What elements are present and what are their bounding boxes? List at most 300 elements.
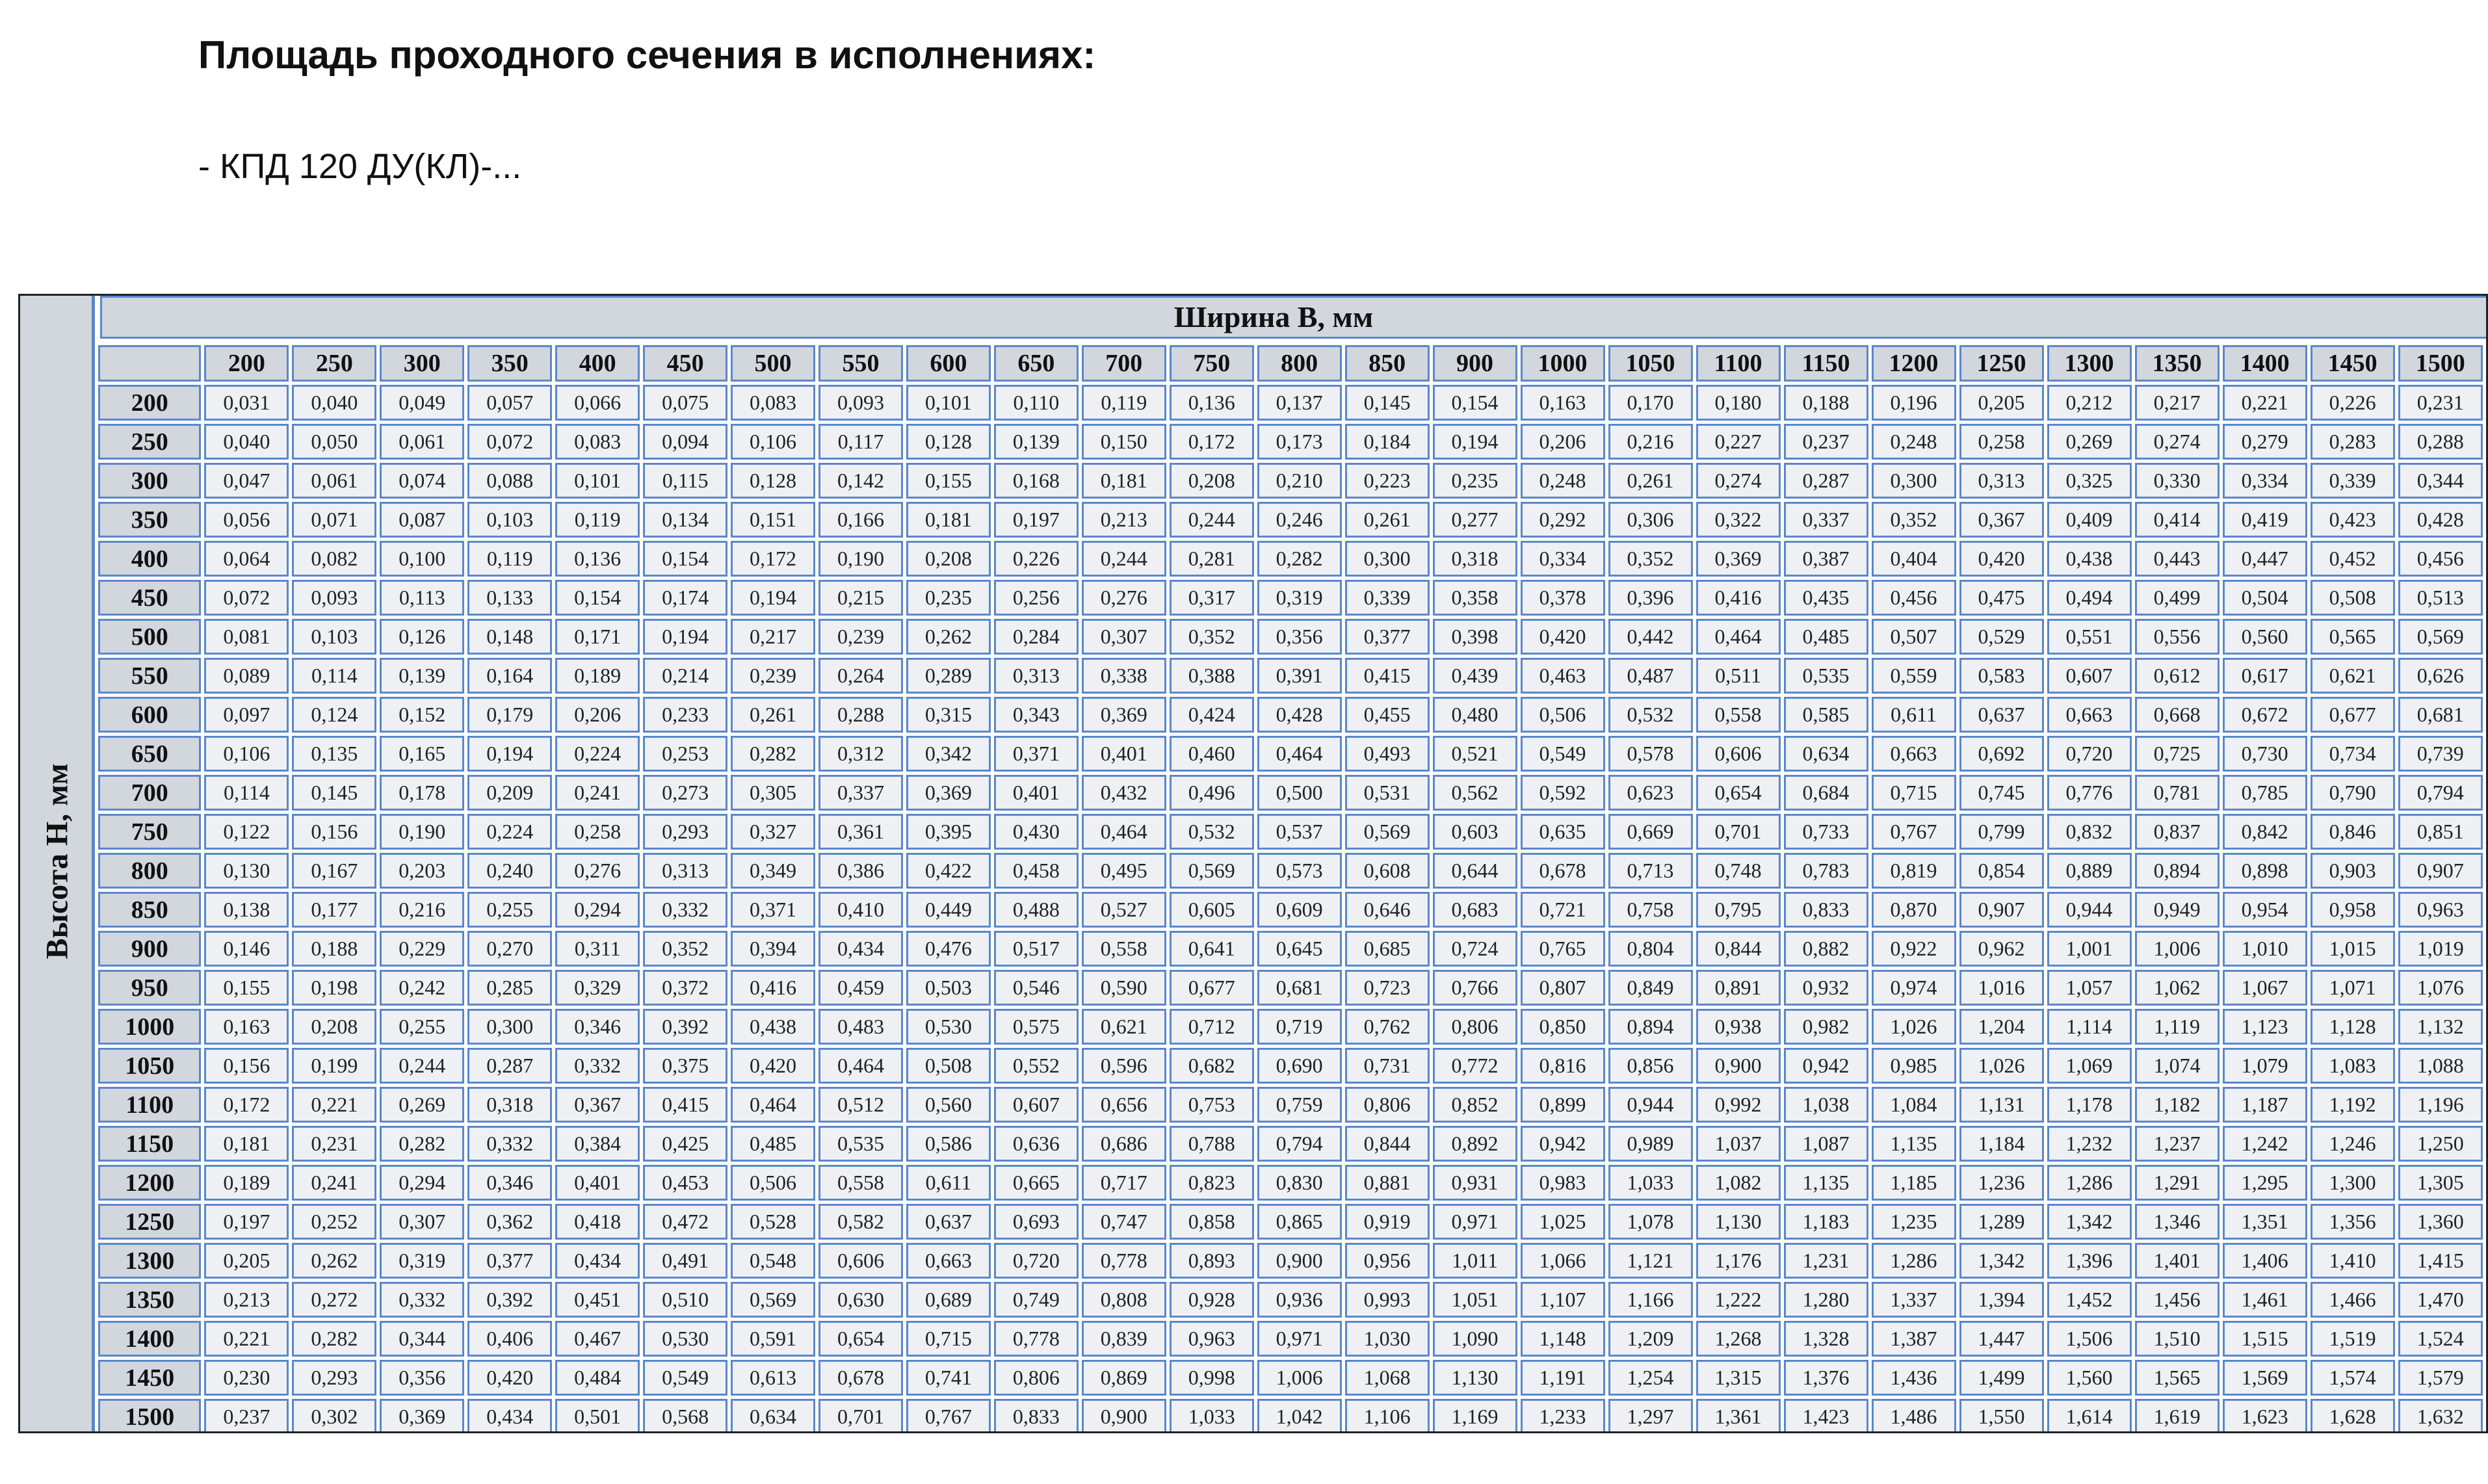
area-cell: 0,223 <box>1345 463 1430 499</box>
area-cell: 0,603 <box>1433 814 1517 850</box>
area-cell: 0,956 <box>1345 1243 1430 1279</box>
area-cell: 0,485 <box>731 1126 815 1162</box>
area-cell: 0,410 <box>818 892 903 928</box>
area-cell: 0,608 <box>1345 853 1430 889</box>
area-cell: 1,231 <box>1784 1243 1868 1279</box>
area-cell: 0,669 <box>1608 814 1693 850</box>
area-cell: 0,578 <box>1608 736 1693 772</box>
area-cell: 0,072 <box>204 580 289 616</box>
area-cell: 0,903 <box>2311 853 2395 889</box>
column-header: 1250 <box>1959 345 2044 382</box>
area-cell: 0,833 <box>1784 892 1868 928</box>
area-cell: 0,288 <box>818 697 903 733</box>
area-cell: 0,596 <box>1082 1048 1166 1084</box>
area-cell: 1,401 <box>2135 1243 2220 1279</box>
area-cell: 0,047 <box>204 463 289 499</box>
area-cell: 0,573 <box>1257 853 1342 889</box>
area-cell: 0,371 <box>994 736 1079 772</box>
area-cell: 0,221 <box>204 1321 289 1357</box>
area-cell: 0,611 <box>1872 697 1956 733</box>
area-cell: 1,300 <box>2311 1165 2395 1201</box>
row-header: 1500 <box>98 1399 201 1433</box>
row-header: 400 <box>98 541 201 577</box>
area-cell: 0,645 <box>1257 931 1342 967</box>
area-cell: 0,217 <box>731 619 815 655</box>
area-cell: 0,356 <box>1257 619 1342 655</box>
area-cell: 0,139 <box>380 658 464 694</box>
area-cell: 1,132 <box>2398 1009 2483 1045</box>
area-cell: 1,078 <box>1608 1204 1693 1240</box>
area-cell: 0,517 <box>994 931 1079 967</box>
area-cell: 0,097 <box>204 697 289 733</box>
area-cell: 0,319 <box>380 1243 464 1279</box>
area-cell: 0,282 <box>1257 541 1342 577</box>
area-cell: 0,194 <box>731 580 815 616</box>
area-cell: 0,273 <box>643 775 727 811</box>
area-cell: 0,852 <box>1433 1087 1517 1123</box>
area-cell: 0,318 <box>1433 541 1517 577</box>
area-cell: 1,452 <box>2047 1282 2132 1318</box>
area-cell: 0,416 <box>731 970 815 1006</box>
area-cell: 0,530 <box>643 1321 727 1357</box>
area-cell: 0,172 <box>204 1087 289 1123</box>
area-cell: 0,377 <box>1345 619 1430 655</box>
area-cell: 0,759 <box>1257 1087 1342 1123</box>
table-row <box>98 1243 2483 1279</box>
area-cell: 0,391 <box>1257 658 1342 694</box>
area-cell: 0,139 <box>994 424 1079 460</box>
area-cell: 0,199 <box>292 1048 376 1084</box>
table-row <box>98 658 2483 694</box>
area-cell: 1,019 <box>2398 931 2483 967</box>
column-header: 800 <box>1257 345 1342 382</box>
area-cell: 0,435 <box>1784 580 1868 616</box>
area-cell: 1,569 <box>2223 1360 2307 1396</box>
area-cell: 0,654 <box>818 1321 903 1357</box>
area-cell: 0,168 <box>994 463 1079 499</box>
area-cell: 1,346 <box>2135 1204 2220 1240</box>
area-cell: 0,447 <box>2223 541 2307 577</box>
row-header: 900 <box>98 931 201 967</box>
area-cell: 0,476 <box>906 931 991 967</box>
area-cell: 0,274 <box>1696 463 1781 499</box>
area-cell: 0,621 <box>1082 1009 1166 1045</box>
area-cell: 0,415 <box>643 1087 727 1123</box>
area-cell: 0,569 <box>731 1282 815 1318</box>
area-cell: 1,289 <box>1959 1204 2044 1240</box>
area-cell: 0,180 <box>1696 385 1781 421</box>
area-cell: 0,682 <box>1170 1048 1254 1084</box>
area-cell: 0,173 <box>1257 424 1342 460</box>
column-header: 1050 <box>1608 345 1693 382</box>
area-cell: 1,286 <box>2047 1165 2132 1201</box>
area-cell: 1,176 <box>1696 1243 1781 1279</box>
area-cell: 0,900 <box>1696 1048 1781 1084</box>
area-cell: 0,528 <box>731 1204 815 1240</box>
area-cell: 1,185 <box>1872 1165 1956 1201</box>
area-cell: 0,637 <box>906 1204 991 1240</box>
row-header: 1000 <box>98 1009 201 1045</box>
area-cell: 0,428 <box>1257 697 1342 733</box>
area-cell: 1,121 <box>1608 1243 1693 1279</box>
area-cell: 0,229 <box>380 931 464 967</box>
area-cell: 0,164 <box>467 658 552 694</box>
column-header: 450 <box>643 345 727 382</box>
area-cell: 1,135 <box>1784 1165 1868 1201</box>
area-cell: 0,535 <box>818 1126 903 1162</box>
area-cell: 0,332 <box>643 892 727 928</box>
table-row <box>98 424 2483 460</box>
area-cell: 0,508 <box>906 1048 991 1084</box>
area-cell: 0,892 <box>1433 1126 1517 1162</box>
area-cell: 0,424 <box>1170 697 1254 733</box>
area-cell: 0,641 <box>1170 931 1254 967</box>
column-header: 850 <box>1345 345 1430 382</box>
area-cell: 0,087 <box>380 502 464 538</box>
area-cell: 0,590 <box>1082 970 1166 1006</box>
area-cell: 1,456 <box>2135 1282 2220 1318</box>
area-cell: 0,292 <box>1521 502 1605 538</box>
area-cell: 1,037 <box>1696 1126 1781 1162</box>
area-cell: 1,387 <box>1872 1321 1956 1357</box>
row-header: 1150 <box>98 1126 201 1162</box>
area-cell: 0,808 <box>1082 1282 1166 1318</box>
area-cell: 0,198 <box>292 970 376 1006</box>
area-cell: 0,317 <box>1170 580 1254 616</box>
area-cell: 1,187 <box>2223 1087 2307 1123</box>
area-cell: 1,237 <box>2135 1126 2220 1162</box>
area-cell: 0,103 <box>292 619 376 655</box>
row-header: 850 <box>98 892 201 928</box>
area-cell: 0,151 <box>731 502 815 538</box>
area-cell: 1,268 <box>1696 1321 1781 1357</box>
area-cell: 0,434 <box>555 1243 640 1279</box>
column-header: 1400 <box>2223 345 2307 382</box>
area-cell: 1,114 <box>2047 1009 2132 1045</box>
area-cell: 0,255 <box>467 892 552 928</box>
area-cell: 0,416 <box>1696 580 1781 616</box>
area-cell: 1,006 <box>1257 1360 1342 1396</box>
area-cell: 0,128 <box>731 463 815 499</box>
area-cell: 0,384 <box>555 1126 640 1162</box>
area-cell: 1,614 <box>2047 1399 2132 1433</box>
area-cell: 1,178 <box>2047 1087 2132 1123</box>
area-cell: 0,346 <box>555 1009 640 1045</box>
area-cell: 1,204 <box>1959 1009 2044 1045</box>
area-cell: 0,778 <box>1082 1243 1166 1279</box>
area-cell: 0,197 <box>204 1204 289 1240</box>
area-cell: 0,100 <box>380 541 464 577</box>
area-cell: 1,026 <box>1959 1048 2044 1084</box>
area-cell: 0,720 <box>2047 736 2132 772</box>
area-cell: 0,833 <box>994 1399 1079 1433</box>
area-cell: 1,291 <box>2135 1165 2220 1201</box>
area-cell: 0,958 <box>2311 892 2395 928</box>
area-cell: 0,240 <box>467 853 552 889</box>
area-cell: 0,420 <box>1959 541 2044 577</box>
table-row <box>98 697 2483 733</box>
area-cell: 0,339 <box>2311 463 2395 499</box>
area-cell: 1,461 <box>2223 1282 2307 1318</box>
area-cell: 0,535 <box>1784 658 1868 694</box>
area-cell: 1,166 <box>1608 1282 1693 1318</box>
area-cell: 1,026 <box>1872 1009 1956 1045</box>
area-cell: 0,938 <box>1696 1009 1781 1045</box>
area-cell: 0,443 <box>2135 541 2220 577</box>
area-cell: 0,613 <box>731 1360 815 1396</box>
area-cell: 0,237 <box>1784 424 1868 460</box>
column-header: 1200 <box>1872 345 1956 382</box>
area-cell: 0,819 <box>1872 853 1956 889</box>
area-cell: 0,156 <box>204 1048 289 1084</box>
area-cell: 0,607 <box>2047 658 2132 694</box>
area-cell: 0,982 <box>1784 1009 1868 1045</box>
area-cell: 0,464 <box>1257 736 1342 772</box>
area-cell: 1,076 <box>2398 970 2483 1006</box>
area-cell: 1,083 <box>2311 1048 2395 1084</box>
table-row <box>98 814 2483 850</box>
area-cell: 0,713 <box>1608 853 1693 889</box>
area-cell: 1,351 <box>2223 1204 2307 1240</box>
area-cell: 0,128 <box>906 424 991 460</box>
area-cell: 0,216 <box>1608 424 1693 460</box>
area-cell: 0,850 <box>1521 1009 1605 1045</box>
area-cell: 0,339 <box>1345 580 1430 616</box>
area-cell: 0,319 <box>1257 580 1342 616</box>
table-row <box>98 931 2483 967</box>
column-header: 1500 <box>2398 345 2483 382</box>
area-cell: 0,464 <box>731 1087 815 1123</box>
area-cell: 0,072 <box>467 424 552 460</box>
area-cell: 0,591 <box>731 1321 815 1357</box>
area-cell: 0,856 <box>1608 1048 1693 1084</box>
area-cell: 0,284 <box>994 619 1079 655</box>
area-cell: 1,182 <box>2135 1087 2220 1123</box>
area-cell: 1,466 <box>2311 1282 2395 1318</box>
area-cell: 0,730 <box>2223 736 2307 772</box>
area-cell: 0,617 <box>2223 658 2307 694</box>
area-cell: 0,858 <box>1170 1204 1254 1240</box>
area-cell: 0,425 <box>643 1126 727 1162</box>
area-cell: 0,282 <box>292 1321 376 1357</box>
area-cell: 0,739 <box>2398 736 2483 772</box>
area-cell: 1,628 <box>2311 1399 2395 1433</box>
area-cell: 0,061 <box>380 424 464 460</box>
width-axis-label: Ширина В, мм <box>1173 300 1374 333</box>
area-cell: 1,410 <box>2311 1243 2395 1279</box>
area-cell: 0,241 <box>555 775 640 811</box>
area-cell: 0,907 <box>2398 853 2483 889</box>
area-cell: 0,205 <box>1959 385 2044 421</box>
area-cell: 0,607 <box>994 1087 1079 1123</box>
area-cell: 0,231 <box>2398 385 2483 421</box>
area-cell: 0,420 <box>731 1048 815 1084</box>
area-cell: 1,565 <box>2135 1360 2220 1396</box>
area-cell: 1,209 <box>1608 1321 1693 1357</box>
area-cell: 0,944 <box>1608 1087 1693 1123</box>
area-cell: 0,521 <box>1433 736 1517 772</box>
column-header: 1150 <box>1784 345 1868 382</box>
area-cell: 0,155 <box>204 970 289 1006</box>
area-cell: 1,090 <box>1433 1321 1517 1357</box>
area-cell: 0,344 <box>2398 463 2483 499</box>
area-cell: 1,447 <box>1959 1321 2044 1357</box>
area-cell: 0,806 <box>994 1360 1079 1396</box>
area-cell: 1,232 <box>2047 1126 2132 1162</box>
area-cell: 0,126 <box>380 619 464 655</box>
area-cell: 0,483 <box>818 1009 903 1045</box>
area-cell: 0,623 <box>1608 775 1693 811</box>
area-cell: 0,398 <box>1433 619 1517 655</box>
area-cell: 0,334 <box>1521 541 1605 577</box>
area-cell: 0,189 <box>204 1165 289 1201</box>
area-cell: 1,510 <box>2135 1321 2220 1357</box>
area-cell: 0,942 <box>1521 1126 1605 1162</box>
area-cell: 0,552 <box>994 1048 1079 1084</box>
area-cell: 0,221 <box>292 1087 376 1123</box>
area-cell: 1,254 <box>1608 1360 1693 1396</box>
area-cell: 0,372 <box>643 970 727 1006</box>
area-cell: 0,386 <box>818 853 903 889</box>
area-cell: 0,423 <box>2311 502 2395 538</box>
area-cell: 0,334 <box>2223 463 2307 499</box>
area-cell: 0,349 <box>731 853 815 889</box>
area-cell: 0,677 <box>2311 697 2395 733</box>
area-cell: 0,208 <box>1170 463 1254 499</box>
area-cell: 0,899 <box>1521 1087 1605 1123</box>
area-cell: 0,816 <box>1521 1048 1605 1084</box>
area-cell: 0,606 <box>818 1243 903 1279</box>
area-cell: 0,344 <box>380 1321 464 1357</box>
model-subtitle: - КПД 120 ДУ(КЛ)-... <box>198 147 522 186</box>
area-cell: 0,352 <box>1608 541 1693 577</box>
column-header: 1350 <box>2135 345 2220 382</box>
area-cell: 0,318 <box>467 1087 552 1123</box>
area-cell: 0,113 <box>380 580 464 616</box>
area-cell: 0,114 <box>204 775 289 811</box>
area-cell: 0,983 <box>1521 1165 1605 1201</box>
area-cell: 0,485 <box>1784 619 1868 655</box>
area-cell: 0,190 <box>380 814 464 850</box>
area-cell: 0,246 <box>1257 502 1342 538</box>
area-cell: 0,725 <box>2135 736 2220 772</box>
height-axis-band <box>20 296 95 1431</box>
area-cell: 1,361 <box>1696 1399 1781 1433</box>
area-cell: 1,130 <box>1433 1360 1517 1396</box>
area-cell: 0,081 <box>204 619 289 655</box>
area-cell: 0,283 <box>2311 424 2395 460</box>
area-cell: 1,071 <box>2311 970 2395 1006</box>
area-cell: 0,998 <box>1170 1360 1254 1396</box>
area-cell: 0,394 <box>731 931 815 967</box>
row-header: 800 <box>98 853 201 889</box>
area-cell: 1,082 <box>1696 1165 1781 1201</box>
area-cell: 0,194 <box>1433 424 1517 460</box>
area-cell: 0,174 <box>643 580 727 616</box>
area-cell: 0,224 <box>555 736 640 772</box>
row-header: 1250 <box>98 1204 201 1240</box>
area-cell: 0,592 <box>1521 775 1605 811</box>
column-header: 250 <box>292 345 376 382</box>
area-cell: 0,767 <box>1872 814 1956 850</box>
area-cell: 1,506 <box>2047 1321 2132 1357</box>
area-cell: 0,300 <box>1345 541 1430 577</box>
area-cell: 1,515 <box>2223 1321 2307 1357</box>
area-cell: 0,101 <box>906 385 991 421</box>
area-cell: 0,056 <box>204 502 289 538</box>
area-cell: 0,188 <box>292 931 376 967</box>
area-cell: 0,733 <box>1784 814 1868 850</box>
area-cell: 0,252 <box>292 1204 376 1240</box>
area-cell: 0,066 <box>555 385 640 421</box>
area-cell: 0,665 <box>994 1165 1079 1201</box>
area-cell: 0,401 <box>1082 736 1166 772</box>
area-cell: 1,062 <box>2135 970 2220 1006</box>
area-cell: 0,358 <box>1433 580 1517 616</box>
area-cell: 0,678 <box>818 1360 903 1396</box>
area-cell: 0,794 <box>1257 1126 1342 1162</box>
area-cell: 0,495 <box>1082 853 1166 889</box>
area-cell: 0,114 <box>292 658 376 694</box>
table-row <box>98 1087 2483 1123</box>
area-cell: 0,196 <box>1872 385 1956 421</box>
area-cell: 0,282 <box>380 1126 464 1162</box>
area-cell: 0,484 <box>555 1360 640 1396</box>
area-cell: 0,071 <box>292 502 376 538</box>
table-row <box>98 619 2483 655</box>
area-cell: 0,356 <box>380 1360 464 1396</box>
area-cell: 0,689 <box>906 1282 991 1318</box>
area-cell: 0,241 <box>292 1165 376 1201</box>
area-cell: 0,212 <box>2047 385 2132 421</box>
area-cell: 0,352 <box>643 931 727 967</box>
area-cell: 0,556 <box>2135 619 2220 655</box>
area-cell: 0,210 <box>1257 463 1342 499</box>
area-cell: 0,277 <box>1433 502 1517 538</box>
area-cell: 1,356 <box>2311 1204 2395 1240</box>
row-header: 600 <box>98 697 201 733</box>
area-cell: 0,767 <box>906 1399 991 1433</box>
area-cell: 0,103 <box>467 502 552 538</box>
area-cell: 0,262 <box>292 1243 376 1279</box>
area-cell: 0,237 <box>204 1399 289 1433</box>
row-header: 1050 <box>98 1048 201 1084</box>
area-cell: 0,264 <box>818 658 903 694</box>
area-cell: 1,084 <box>1872 1087 1956 1123</box>
area-cell: 0,269 <box>380 1087 464 1123</box>
area-cell: 0,788 <box>1170 1126 1254 1162</box>
area-cell: 0,194 <box>643 619 727 655</box>
area-cell: 0,749 <box>994 1282 1079 1318</box>
area-cell: 0,040 <box>204 424 289 460</box>
area-cell: 0,294 <box>380 1165 464 1201</box>
area-cell: 0,163 <box>1521 385 1605 421</box>
area-cell: 0,463 <box>1521 658 1605 694</box>
area-cell: 0,288 <box>2398 424 2483 460</box>
row-header: 1350 <box>98 1282 201 1318</box>
area-cell: 1,184 <box>1959 1126 2044 1162</box>
row-header: 1100 <box>98 1087 201 1123</box>
area-cell: 0,546 <box>994 970 1079 1006</box>
area-cell: 0,504 <box>2223 580 2307 616</box>
area-cell: 0,415 <box>1345 658 1430 694</box>
area-cell: 0,790 <box>2311 775 2395 811</box>
area-cell: 0,832 <box>2047 814 2132 850</box>
table-row <box>98 385 2483 421</box>
column-header: 650 <box>994 345 1079 382</box>
area-cell: 0,494 <box>2047 580 2132 616</box>
area-cell: 0,293 <box>643 814 727 850</box>
